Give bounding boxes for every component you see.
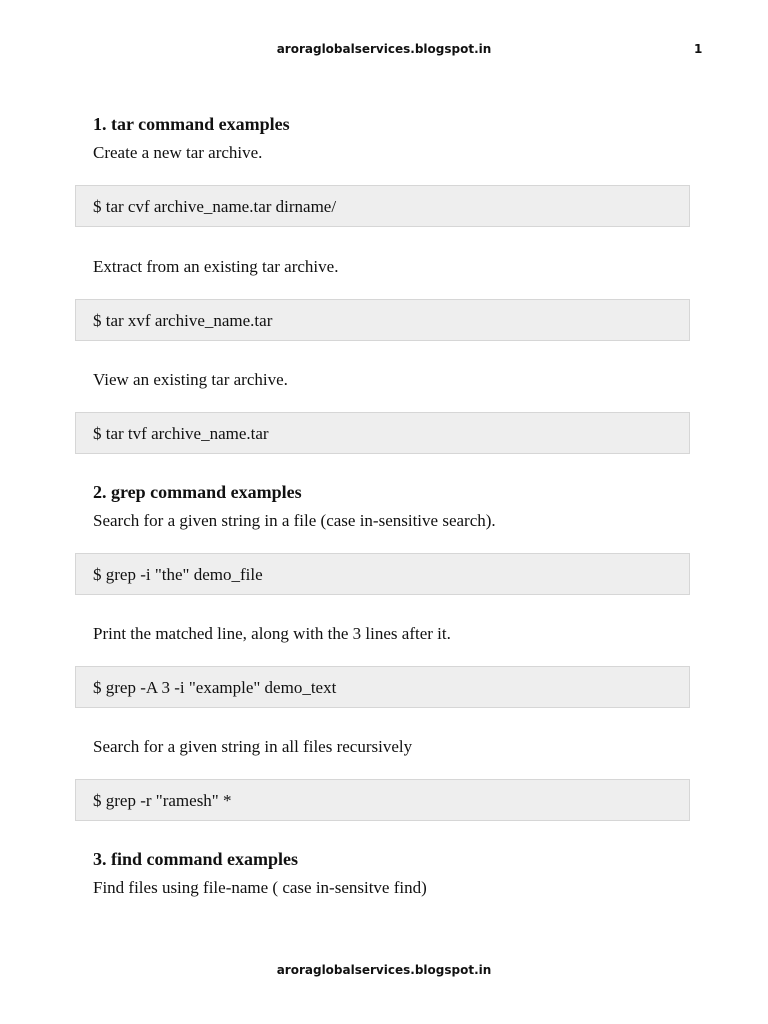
grep-recursive-description: Search for a given string in all files recursively — [93, 737, 413, 756]
find-by-name-description: Find files using file-name ( case in-sensitve find) — [93, 878, 427, 897]
tar-create-command: $ tar cvf archive_name.tar dirname/ — [93, 197, 337, 216]
grep-after-context-command: $ grep -A 3 -i "example" demo_text — [93, 678, 337, 697]
tar-view-description: View an existing tar archive. — [93, 370, 288, 389]
section-heading-tar: 1. tar command examples — [93, 114, 290, 134]
footer-site-name: aroraglobalservices.blogspot.in — [276, 963, 492, 977]
section-heading-find: 3. find command examples — [93, 849, 299, 869]
grep-case-insensitive-description: Search for a given string in a file (case in-sensitive search). — [93, 511, 496, 530]
grep-recursive-code-block — [75, 779, 690, 821]
tar-create-code-block — [75, 185, 690, 227]
tar-view-command: $ tar tvf archive_name.tar — [93, 424, 269, 443]
tar-create-description: Create a new tar archive. — [93, 143, 263, 162]
section-heading-grep: 2. grep command examples — [93, 482, 302, 502]
grep-case-insensitive-code-block — [75, 553, 690, 595]
tar-extract-code-block — [75, 299, 690, 341]
header-site-name: aroraglobalservices.blogspot.in — [276, 42, 492, 56]
grep-after-context-description: Print the matched line, along with the 3 lines after it. — [93, 624, 451, 643]
tar-extract-command: $ tar xvf archive_name.tar — [93, 311, 273, 330]
grep-recursive-command: $ grep -r "ramesh" * — [93, 791, 232, 810]
grep-after-context-code-block — [75, 666, 690, 708]
tar-extract-description: Extract from an existing tar archive. — [93, 257, 339, 276]
grep-case-insensitive-command: $ grep -i "the" demo_file — [93, 565, 263, 584]
page-number: 1 — [694, 42, 703, 56]
tar-view-code-block — [75, 412, 690, 454]
